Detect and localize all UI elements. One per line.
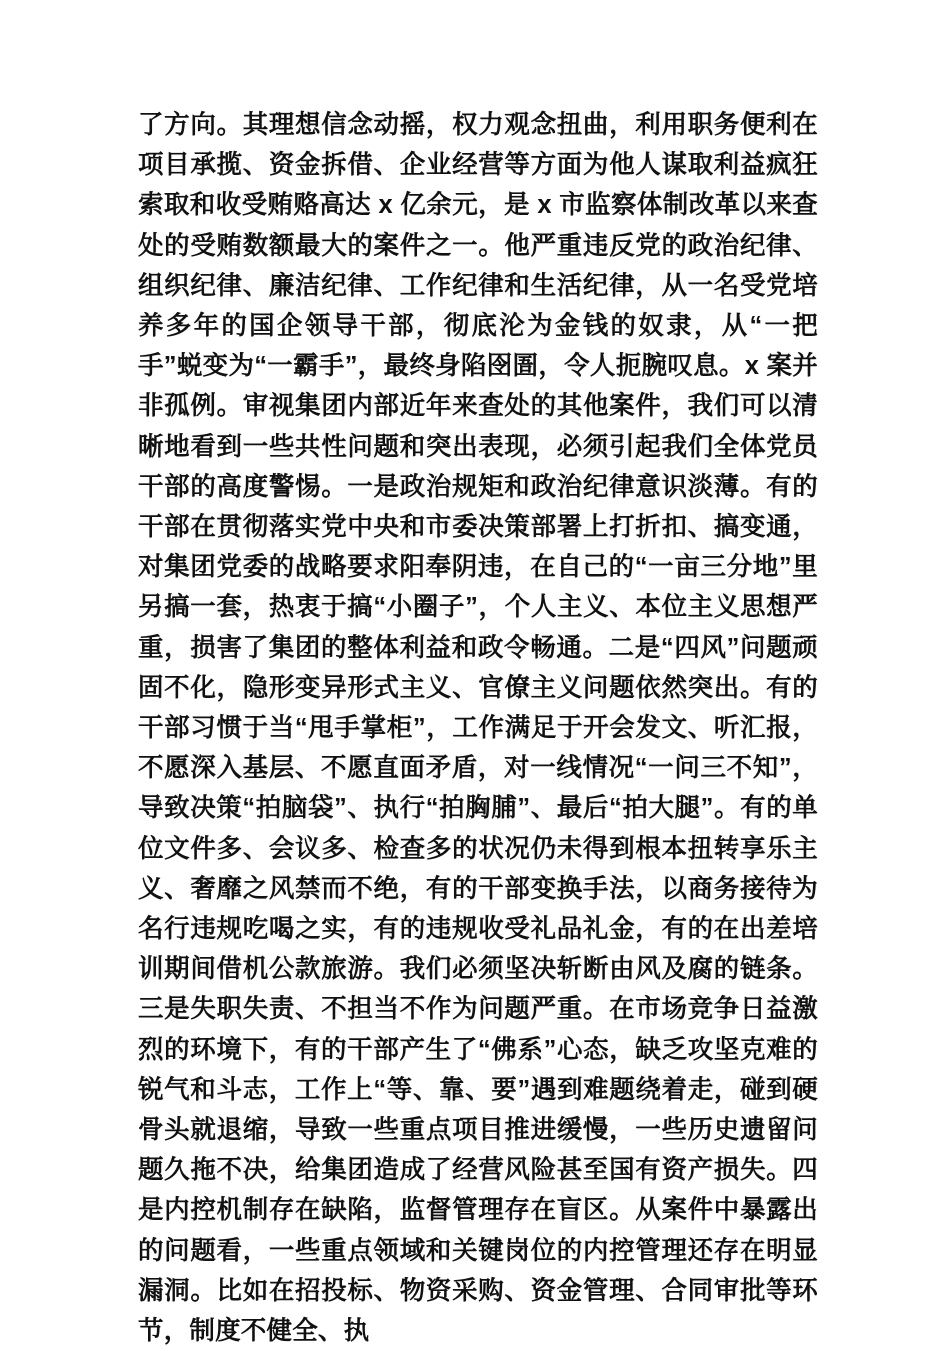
document-body [138,105,818,1351]
body-paragraph: 了方向。其理想信念动摇，权力观念扭曲，利用职务便利在项目承揽、资金拆借、企业经营等方面为他人谋取利益疯狂索取和收受贿赂高达 x 亿余元，是 x 市监察体制改革以来查处的受贿数额最大的案件之一。他严重违反党的政治纪律、组织纪律、廉洁纪律、工作纪律和生活纪律，从一名受党培养多年的国企领导干部，彻底沦为金钱的奴隶，从“一把手”蜕变为“一霸手”，最终身陷囹圄，令人扼腕叹息。x 案并非孤例。审视集团内部近年来查处的其他案件，我们可以清晰地看到一些共性问题和突出表现，必须引起我们全体党员干部的高度警惕。一是政治规矩和政治纪律意识淡薄。有的干部在贯彻落实党中央和市委决策部署上打折扣、搞变通，对集团党委的战略要求阳奉阴违，在自己的“一亩三分地”里另搞一套，热衷于搞“小圈子”，个人主义、本位主义思想严重，损害了集团的整体利益和政令畅通。二是“四风”问题顽固不化，隐形变异形式主义、官僚主义问题依然突出。有的干部习惯于当“甩手掌柜”，工作满足于开会发文、听汇报，不愿深入基层、不愿直面矛盾，对一线情况“一问三不知”，导致决策“拍脑袋”、执行“拍胸脯”、最后“拍大腿”。有的单位文件多、会议多、检查多的状况仍未得到根本扭转享乐主义、奢靡之风禁而不绝，有的干部变换手法，以商务接待为名行违规吃喝之实，有的违规收受礼品礼金，有的在出差培训期间借机公款旅游。我们必须坚决斩断由风及腐的链条。三是失职失责、不担当不作为问题严重。在市场竞争日益激烈的环境下，有的干部产生了“佛系”心态，缺乏攻坚克难的锐气和斗志，工作上“等、靠、要”遇到难题绕着走，碰到硬骨头就退缩，导致一些重点项目推进缓慢，一些历史遗留问题久拖不决，给集团造成了经营风险甚至国有资产损失。四是内控机制存在缺陷，监督管理存在盲区。从案件中暴露出的问题看，一些重点领域和关键岗位的内控管理还存在明显漏洞。比如在招投标、物资采购、资金管理、合同审批等环节，制度不健全、执 [138,111,818,1346]
